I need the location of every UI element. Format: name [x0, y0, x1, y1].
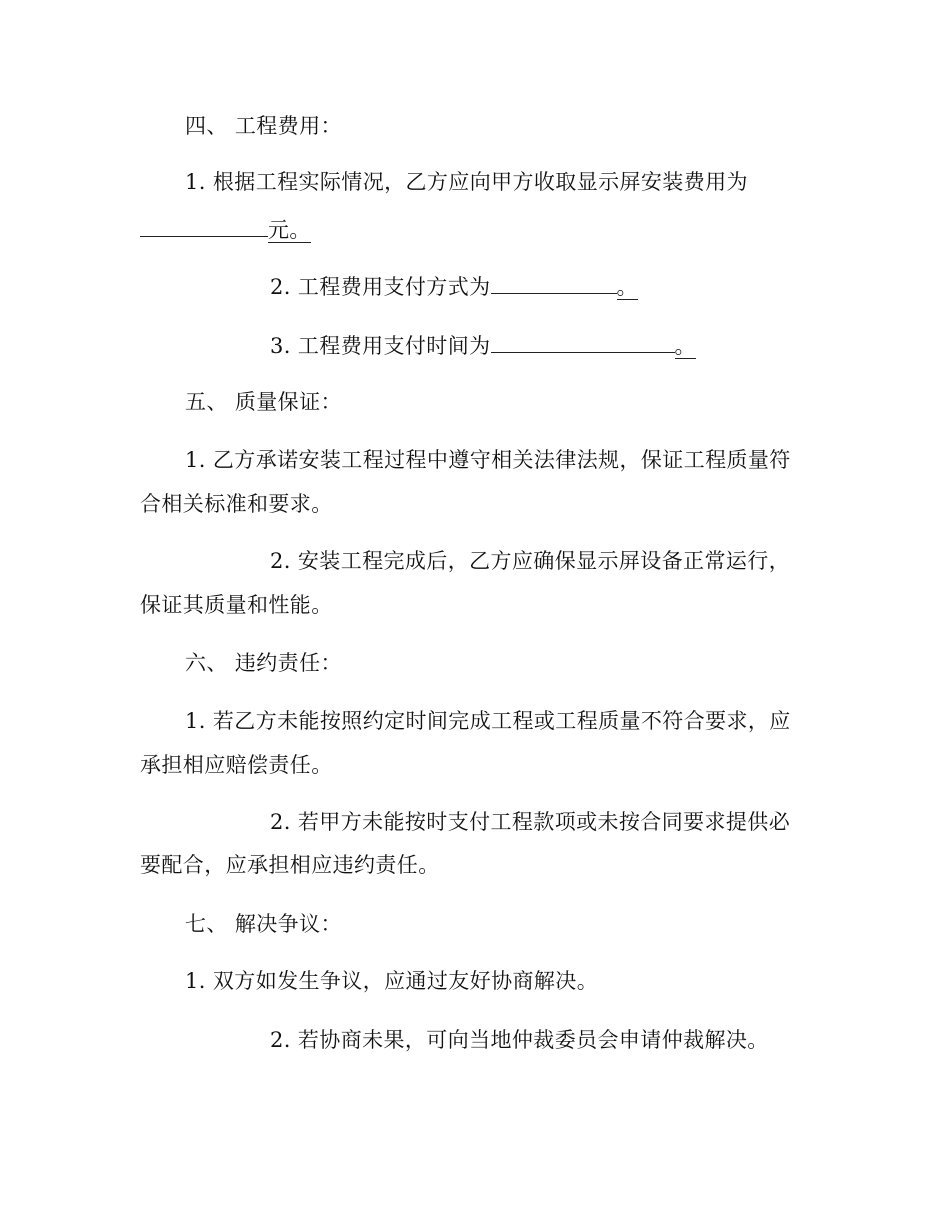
fee-item-3: [270, 330, 696, 360]
quality-item-1-line-2: 合相关标准和要求。: [140, 492, 333, 516]
fee-item-2-text: 2. 工程费用支付方式为: [270, 275, 491, 299]
dispute-item-2: 2. 若协商未果，可向当地仲裁委员会申请仲裁解决。: [270, 1028, 769, 1052]
fee-item-3-text: 3. 工程费用支付时间为: [270, 334, 491, 358]
breach-item-2-line-1: 2. 若甲方未能按时支付工程款项或未按合同要求提供必: [270, 810, 791, 834]
fee-item-2-suffix: 。: [616, 275, 638, 299]
breach-item-1-line-2: 承担相应赔偿责任。: [140, 753, 333, 777]
payment-method-blank: [491, 271, 617, 294]
quality-item-2-line-2: 保证其质量和性能。: [140, 593, 333, 617]
section-heading-breach: 六、 违约责任：: [185, 651, 342, 675]
fee-item-3-suffix: 。: [674, 334, 696, 358]
quality-item-2-line-1: 2. 安装工程完成后，乙方应确保显示屏设备正常运行，: [270, 549, 791, 573]
fee-item-1-line-2: [140, 214, 311, 244]
section-heading-quality: 五、 质量保证：: [185, 390, 342, 414]
breach-item-1-line-1: 1. 若乙方未能按照约定时间完成工程或工程质量不符合要求，应: [185, 709, 791, 733]
payment-time-blank: [491, 330, 675, 353]
section-heading-dispute: 七、 解决争议：: [185, 912, 342, 936]
fee-item-1-suffix: 元。: [268, 218, 311, 242]
fee-item-2: [270, 271, 638, 301]
breach-item-2-line-2: 要配合，应承担相应违约责任。: [140, 853, 440, 877]
fee-item-1-line-1: 1. 根据工程实际情况，乙方应向甲方收取显示屏安装费用为: [185, 170, 748, 194]
fee-amount-blank: [140, 214, 268, 237]
section-heading-fee: 四、 工程费用：: [185, 114, 342, 138]
quality-item-1-line-1: 1. 乙方承诺安装工程过程中遵守相关法律法规，保证工程质量符: [185, 448, 791, 472]
dispute-item-1: 1. 双方如发生争议，应通过友好协商解决。: [185, 969, 599, 993]
